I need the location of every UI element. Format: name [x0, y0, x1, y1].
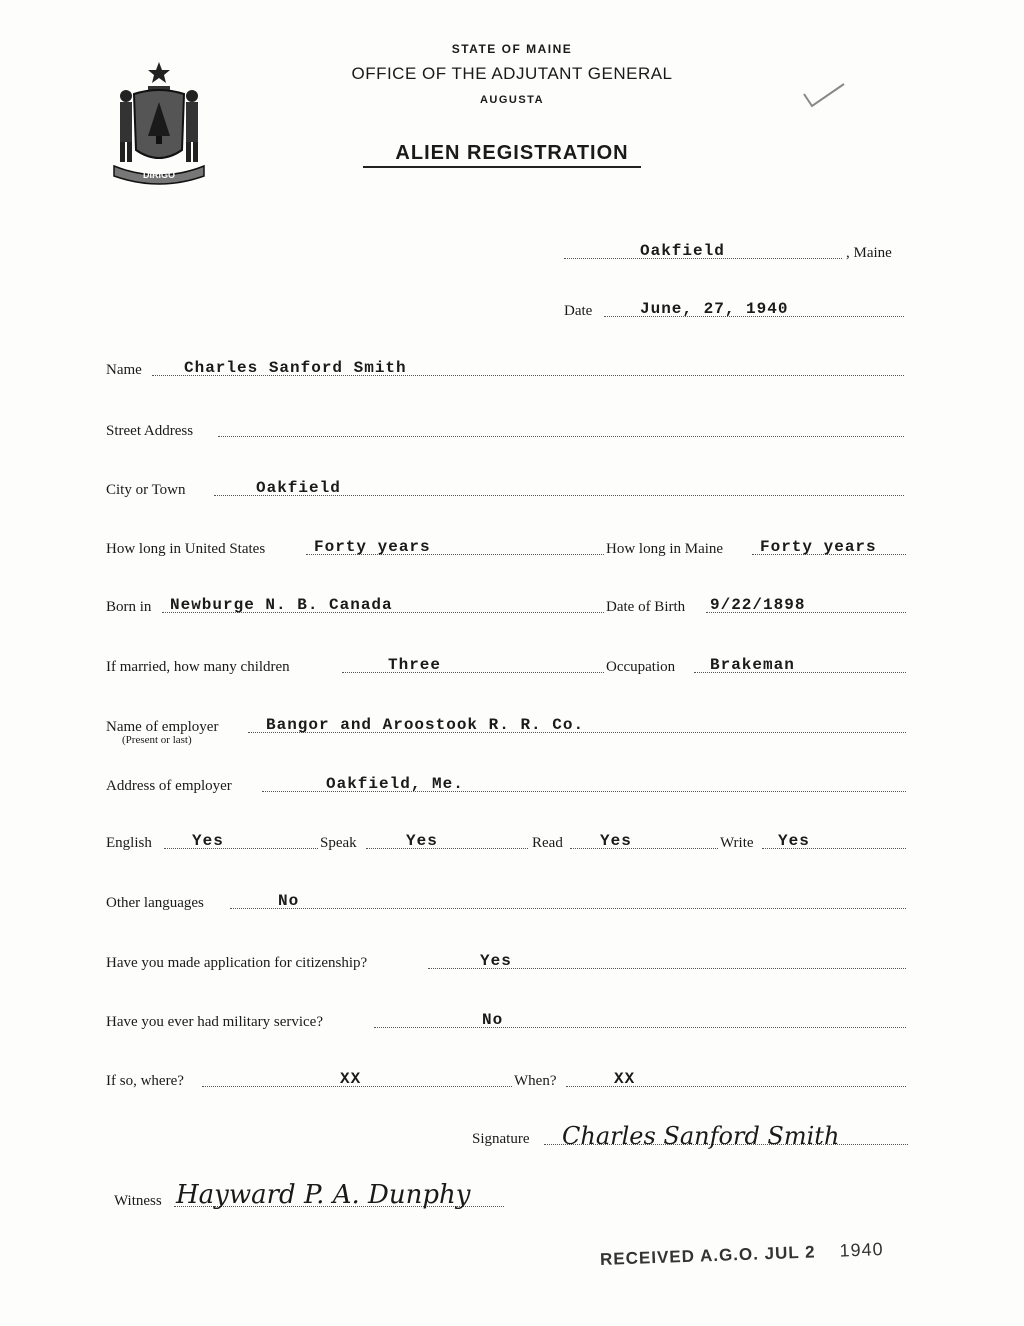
speak-label: Speak — [320, 835, 357, 851]
employer-label: Name of employer — [106, 719, 219, 735]
office-heading: OFFICE OF THE ADJUTANT GENERAL — [351, 64, 673, 83]
state-heading: STATE OF MAINE — [451, 42, 573, 56]
date-value: June, 27, 1940 — [640, 300, 789, 318]
form-title: ALIEN REGISTRATION — [395, 142, 629, 164]
when-value: XX — [614, 1070, 636, 1088]
witness-row — [114, 1180, 506, 1212]
check-mark-icon — [800, 80, 850, 110]
name-value: Charles Sanford Smith — [184, 359, 407, 377]
other-lang-label: Other languages — [106, 895, 204, 911]
english-row — [106, 830, 906, 854]
city-heading: AUGUSTA — [479, 94, 545, 106]
stamp-text: RECEIVED A.G.O. JUL 2 — [599, 1242, 816, 1269]
town-label: City or Town — [106, 482, 186, 498]
residence-row — [106, 536, 906, 560]
us-value: Forty years — [314, 538, 431, 556]
birth-row — [106, 594, 906, 618]
maine-label: How long in Maine — [606, 541, 724, 557]
signature-value: Charles Sanford Smith — [562, 1122, 840, 1150]
born-value: Newburge N. B. Canada — [170, 596, 393, 614]
place-suffix: , Maine — [846, 245, 892, 261]
born-label: Born in — [106, 599, 152, 615]
name-field — [106, 357, 904, 381]
speak-value: Yes — [406, 832, 438, 850]
write-value: Yes — [778, 832, 810, 850]
street-field — [106, 418, 904, 442]
children-label: If married, how many children — [106, 659, 290, 675]
where-label: If so, where? — [106, 1073, 184, 1089]
citizenship-value: Yes — [480, 952, 512, 970]
employer-row — [106, 714, 906, 738]
english-value: Yes — [192, 832, 224, 850]
write-label: Write — [720, 835, 754, 851]
citizenship-label: Have you made application for citizenship? — [106, 955, 368, 971]
maine-seal-icon — [104, 58, 214, 186]
dob-label: Date of Birth — [606, 599, 686, 615]
read-label: Read — [532, 835, 563, 851]
town-field — [106, 477, 904, 501]
military-label: Have you ever had military service? — [106, 1014, 323, 1030]
date-field — [564, 298, 904, 322]
witness-value: Hayward P. A. Dunphy — [176, 1180, 471, 1210]
citizenship-row — [106, 950, 906, 974]
title-underline — [363, 166, 641, 168]
seal-motto: DIRIGO — [142, 170, 176, 180]
english-label: English — [106, 835, 152, 851]
military-value: No — [482, 1011, 504, 1029]
emp-addr-value: Oakfield, Me. — [326, 775, 464, 793]
maine-value: Forty years — [760, 538, 877, 556]
us-label: How long in United States — [106, 541, 266, 557]
witness-label: Witness — [114, 1193, 162, 1209]
employer-value: Bangor and Aroostook R. R. Co. — [266, 716, 585, 734]
date-label: Date — [564, 303, 593, 319]
occupation-label: Occupation — [606, 659, 676, 675]
dob-value: 9/22/1898 — [710, 596, 806, 614]
signature-label: Signature — [472, 1131, 530, 1147]
military-details-row — [106, 1068, 906, 1092]
when-label: When? — [514, 1073, 557, 1089]
family-row — [106, 654, 906, 678]
signature-row — [472, 1122, 908, 1150]
other-lang-value: No — [278, 892, 300, 910]
place-value: Oakfield — [640, 242, 725, 260]
military-row — [106, 1009, 906, 1033]
received-stamp — [600, 1239, 884, 1270]
other-languages-row — [106, 890, 906, 914]
name-label: Name — [106, 362, 142, 378]
stamp-year: 1940 — [839, 1239, 884, 1261]
town-value: Oakfield — [256, 479, 341, 497]
street-label: Street Address — [106, 423, 194, 439]
where-value: XX — [340, 1070, 362, 1088]
employer-sublabel: (Present or last) — [122, 734, 192, 746]
employer-address-row — [106, 773, 906, 797]
place-field — [564, 240, 904, 264]
emp-addr-label: Address of employer — [106, 778, 232, 794]
children-value: Three — [388, 656, 442, 674]
occupation-value: Brakeman — [710, 656, 795, 674]
read-value: Yes — [600, 832, 632, 850]
